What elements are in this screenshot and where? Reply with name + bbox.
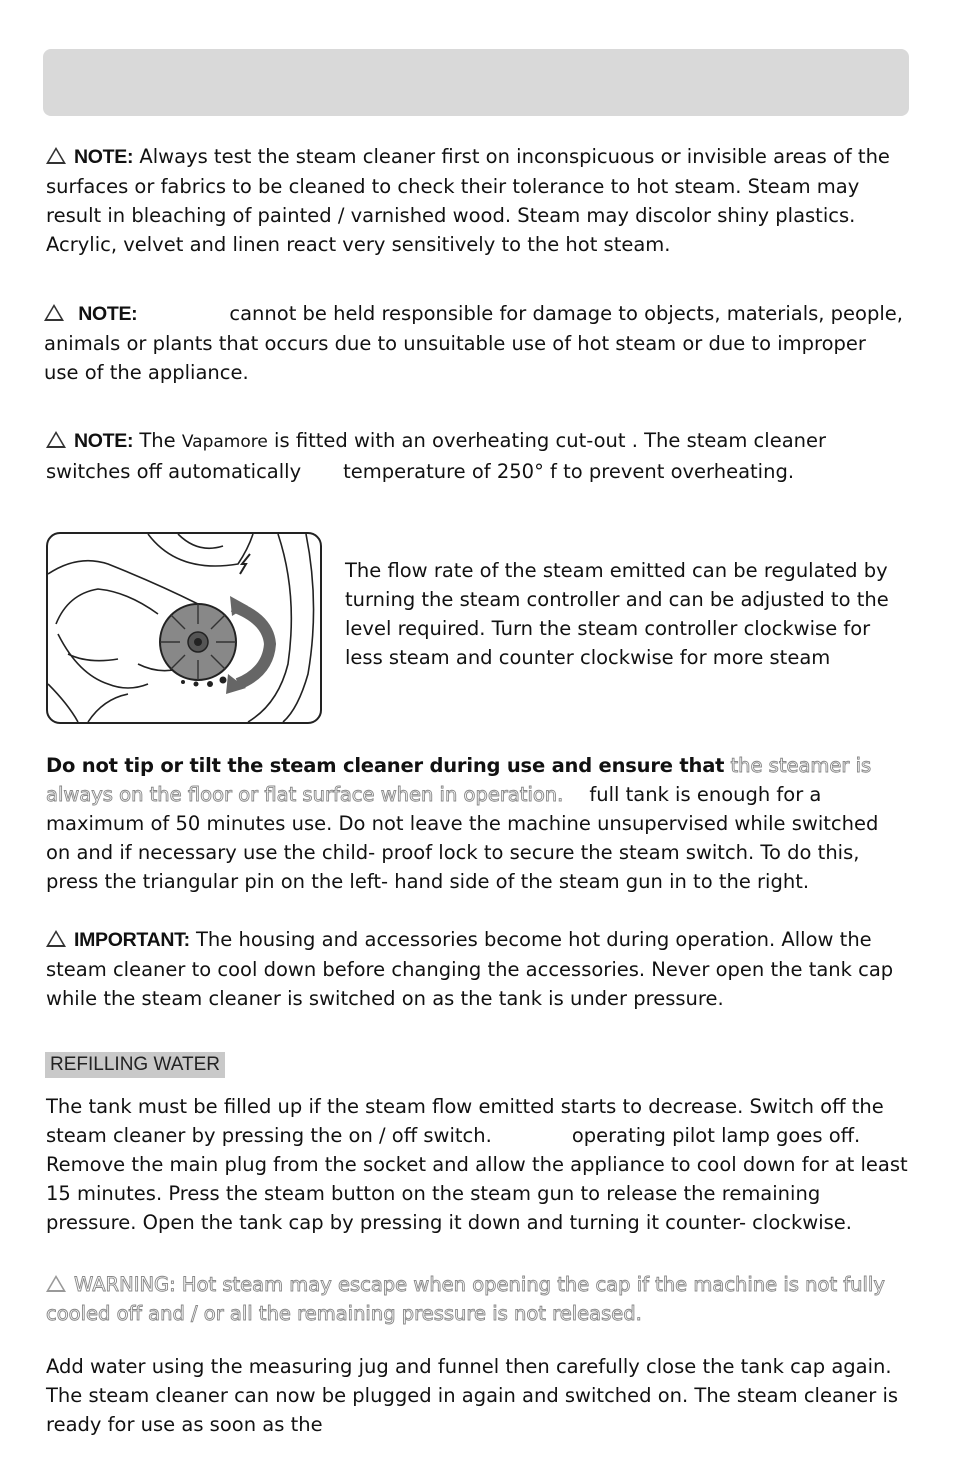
warning-triangle-icon (46, 1275, 66, 1292)
note-3 (46, 426, 908, 486)
header-bar (43, 49, 909, 116)
note-3-label: NOTE: (74, 430, 134, 452)
refill-text-a: The tank must be filled up if the steam flow emitted starts to decrease. Switch off the steam cleaner by pressing the on / off switch. (46, 1095, 884, 1147)
warning-text: WARNING: Hot steam may escape when opening the cap if the machine is not fully cooled off and / or all the remaining pressure is not released. (46, 1273, 885, 1325)
refill-paragraph (46, 1092, 908, 1237)
tip-outlined-text: the steamer is always on the floor or flat surface when in operation. (46, 754, 872, 806)
note-1 (46, 142, 908, 259)
note-3-text-a: The (139, 429, 176, 452)
warning-triangle-icon (44, 304, 64, 321)
warning-paragraph (46, 1270, 908, 1328)
warning-triangle-icon (46, 431, 66, 448)
note-2 (44, 299, 906, 387)
note-3-text-c: temperature of 250° f to prevent overheating. (343, 460, 795, 483)
warning-triangle-icon (46, 930, 66, 947)
flow-rate-text: The flow rate of the steam emitted can be regulated by turning the steam controller and can be adjusted to the level required. Turn the steam controller clockwise for less steam and counter clockwise for more steam (345, 559, 889, 669)
flow-rate-text-block (345, 556, 910, 672)
tip-bold-text: Do not tip or tilt the steam cleaner during use and ensure that (46, 754, 725, 777)
note-3-text-b: is fitted with an overheating cut-out . The steam cleaner switches off automatically (46, 429, 827, 483)
important-paragraph (46, 925, 908, 1013)
note-1-label: NOTE: (74, 146, 134, 168)
steam-controller-illustration (46, 532, 322, 724)
note-1-text: Always test the steam cleaner first on inconspicuous or invisible areas of the surfaces or fabrics to be cleaned to check their tolerance to hot steam. Steam may result in bleaching of painted / varnished wood. Steam may discolor shiny plastics. Acrylic, velvet and linen react very sensitively to the hot steam. (46, 145, 890, 256)
note-2-text: cannot be held responsible for damage to objects, materials, people, animals or plants that occurs due to unsuitable use of hot steam or due to improper use of the appliance. (44, 302, 903, 384)
warning-triangle-icon (46, 147, 66, 164)
note-2-label: NOTE: (78, 303, 138, 325)
section-heading-refilling: REFILLING WATER (45, 1052, 225, 1078)
brand-name: Vapamore (181, 432, 268, 452)
important-text: The housing and accessories become hot during operation. Allow the steam cleaner to cool down before changing the accessories. Never open the tank cap while the steam cleaner is switched on as the tank is under pressure. (46, 928, 894, 1010)
tip-paragraph (46, 751, 908, 896)
final-paragraph (46, 1352, 908, 1439)
final-text: Add water using the measuring jug and funnel then carefully close the tank cap again. The steam cleaner can now be plugged in again and switched on. The steam cleaner is ready for use as soon as the (46, 1355, 899, 1436)
refill-text-b: operating pilot lamp goes off. Remove the main plug from the socket and allow the appliance to cool down for at least 15 minutes. Press the steam button on the steam gun to release the remaining pressure. Open the tank cap by pressing it down and turning it counter- clockwise. (46, 1124, 908, 1234)
tip-rest-text: full tank is enough for a maximum of 50 minutes use. Do not leave the machine unsupervised while switched on and if necessary use the child- proof lock to secure the steam switch. To do this, press the triangular pin on the left- hand side of the steam gun in to the right. (46, 783, 879, 893)
important-label: IMPORTANT: (74, 929, 190, 951)
